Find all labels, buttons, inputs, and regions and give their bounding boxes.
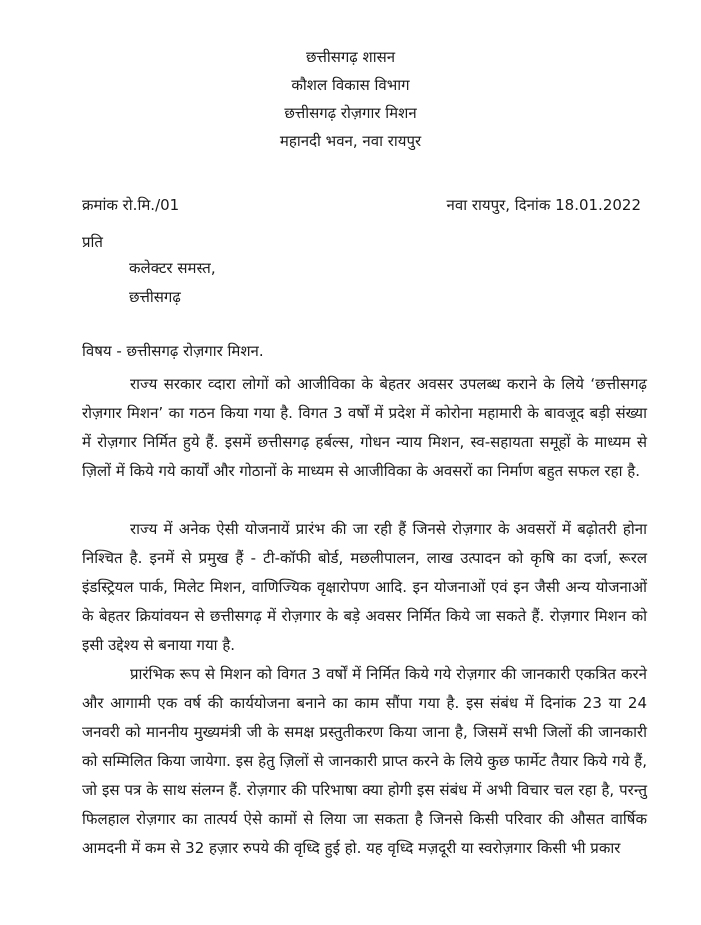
place-date: नवा रायपुर, दिनांक 18.01.2022 xyxy=(446,196,641,214)
to-label: प्रति xyxy=(82,233,103,251)
govt-name: छत्तीसगढ़ शासन xyxy=(305,48,396,66)
subject-line: विषय - छत्तीसगढ़ रोज़गार मिशन. xyxy=(82,342,264,360)
office-address: महानदी भवन, नवा रायपुर xyxy=(279,132,422,150)
mission-name: छत्तीसगढ़ रोज़गार मिशन xyxy=(284,104,417,122)
body-paragraph-3: प्रारंभिक रूप से मिशन को विगत 3 वर्षों में निर्मित किये गये रोज़गार की जानकारी एकत्रित करने और आगामी एक वर्ष की कार्ययोजना बनाने का काम सौंपा गया है. इस संबंध में दिनांक 23 या 24 जनवरी को माननीय मुख्यमंत्री जी के समक्ष प्रस्तुतीकरण किया जाना है, जिसमें सभी जिलों की जानकारी को सम्मिलित किया जायेगा. इस हेतु ज़िलों से जानकारी प्राप्त करने के लिये कुछ फार्मेट तैयार किये गये हैं, जो इस पत्र के साथ संलग्न हैं. रोज़गार की परिभाषा क्या होगी इस संबंध में अभी विचार चल रहा है, परन्तु फिलहाल रोज़गार का तात्पर्य ऐसे कामों से लिया जा सकता है जिनसे किसी परिवार की औसत वार्षिक आमदनी में कम से 32 हज़ार रुपये की वृध्दि हुई हो. यह वृध्दि मज़दूरी या स्वरोज़गार किसी भी प्रकार xyxy=(82,665,647,857)
body-paragraph-1: राज्य सरकार व्दारा लोगों को आजीविका के बेहतर अवसर उपलब्ध कराने के लिये ‘छत्तीसगढ़ रोज़गार मिशन’ का गठन किया गया है. विगत 3 वर्षों में प्रदेश में कोरोना महामारी के बावजूद बड़ी संख्या में रोज़गार निर्मित हुये हैं. इसमें छत्तीसगढ़ हर्बल्स, गोधन न्याय मिशन, स्व-सहायता समूहों के माध्यम से ज़िलों में किये गये कार्यों और गोठानों के माध्यम से आजीविका के अवसरों का निर्माण बहुत सफल रहा है. xyxy=(82,375,647,480)
letterhead xyxy=(0,43,701,155)
recipient-line-1: कलेक्टर समस्त, xyxy=(129,259,216,277)
department-name: कौशल विकास विभाग xyxy=(291,76,410,94)
recipient-line-2: छत्तीसगढ़ xyxy=(129,288,181,306)
reference-number: क्रमांक रो.मि./01 xyxy=(82,196,180,214)
body-paragraph-2: राज्य में अनेक ऐसी योजनायें प्रारंभ की जा रही हैं जिनसे रोज़गार के अवसरों में बढ़ोतरी होना निश्चित है. इनमें से प्रमुख हैं - टी-कॉफी बोर्ड, मछलीपालन, लाख उत्पादन को कृषि का दर्जा, रूरल इंडस्ट्रियल पार्क, मिलेट मिशन, वाणिज्यिक वृक्षारोपण आदि. इन योजनाओं एवं इन जैसी अन्य योजनाओं के बेहतर क्रियांवयन से छत्तीसगढ़ में रोज़गार के बड़े अवसर निर्मित किये जा सकते हैं. रोज़गार मिशन को इसी उद्देश्य से बनाया गया है. xyxy=(82,520,647,654)
